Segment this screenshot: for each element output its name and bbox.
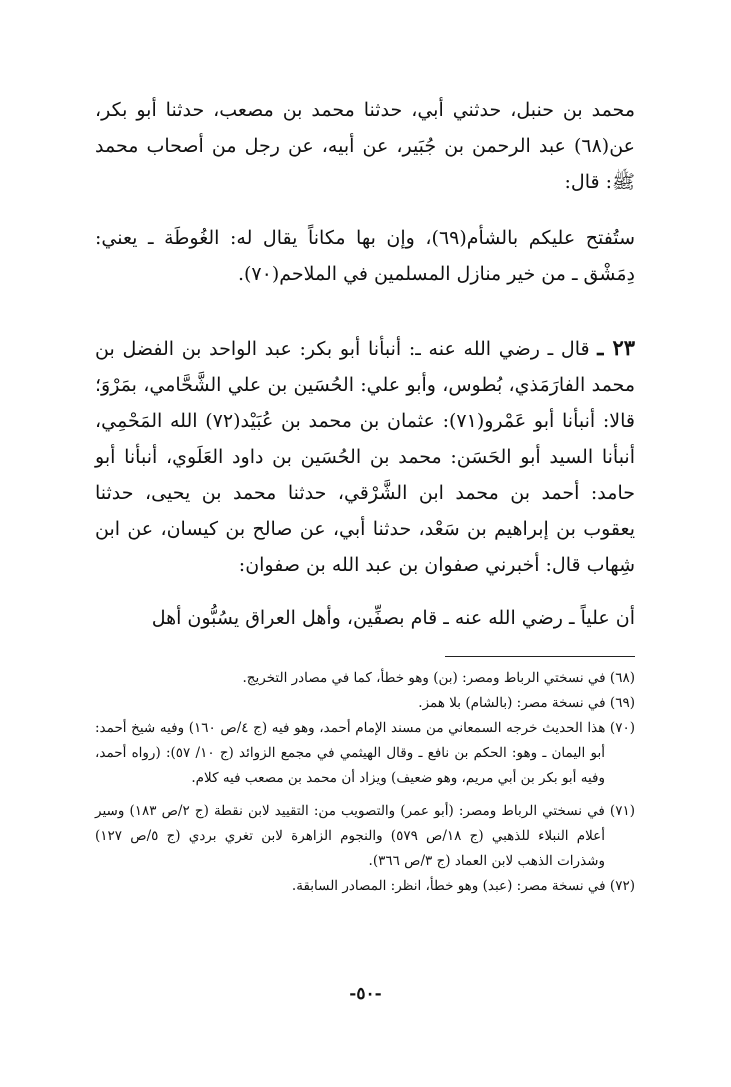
- footnote-72: (٧٢) في نسخة مصر: (عبد) وهو خطأ، انظر: المصادر السابقة.: [291, 878, 635, 894]
- hadith-number: ٢٣ ـ: [597, 335, 635, 360]
- footnote-separator: [445, 656, 635, 657]
- hadith-23-text: قال ـ رضي الله عنه ـ: أنبأنا أبو بكر: عبد الواحد بن الفضل بن محمد الفارَمَذي، بُطوس، وأبو علي: الحُسَين بن علي الشَّحَّامي، بمَرْوَ؛ قالا: أنبأنا أبو عَمْرو(٧١): عثمان بن محمد بن عُبَيْد(٧٢) الله المَحْمِي، أنبأنا السيد أبو الحَسَن: محمد بن الحُسَين بن داود العَلَوي، أنبأنا أبو حامد: أحمد بن محمد ابن الشَّرْقي، حدثنا محمد بن يحيى، حدثنا يعقوب بن إبراهيم بن سَعْد، حدثنا أبي، عن صالح بن كيسان، عن ابن شِهاب قال: أخبرني صفوان بن عبد الله بن صفوان:: [95, 338, 636, 576]
- footnotes: [95, 666, 635, 899]
- paragraph-hadith-ghouta: ستُفتح عليكم بالشأم(٦٩)، وإن بها مكاناً يقال له: الغُوطَة ـ يعني: دِمَشْق ـ من خير منازل المسلمين في الملاحم(٧٠).: [95, 227, 635, 285]
- paragraph-isnad-intro: محمد بن حنبل، حدثني أبي، حدثنا محمد بن مصعب، حدثنا أبو بكر، عن(٦٨) عبد الرحمن بن جُبَير، عن أبيه، عن رجل من أصحاب محمد ﷺ: قال:: [95, 99, 635, 193]
- footnote-70: (٧٠) هذا الحديث خرجه السمعاني من مسند الإمام أحمد، وهو فيه (ج ٤/ص ١٦٠) وفيه شيخ أحمد: أبو اليمان ـ وهو: الحكم بن نافع ـ وقال الهيثمي في مجمع الزوائد (ج ١٠/ ٥٧): (رواه أحمد، وفيه أبو بكر بن أبي مريم، وهو ضعيف) ويزاد أن محمد بن مصعب فيه كلام.: [95, 720, 635, 786]
- paragraph-hadith-23: [95, 330, 635, 583]
- footnote-69: (٦٩) في نسخة مصر: (بالشام) بلا همز.: [418, 695, 635, 711]
- paragraph-matn-siffin: أن علياً ـ رضي الله عنه ـ قام بصفِّين، وأهل العراق يسُبُّون أهل: [151, 607, 635, 629]
- footnote-71: (٧١) في نسختي الرباط ومصر: (أبو عمر) والتصويب من: التقييد لابن نقطة (ج ٢/ص ١٨٣) وسير أعلام النبلاء للذهبي (ج ١٨/ص ٥٧٩) والنجوم الزاهرة لابن تغري بردي (ج ٥/ص ١٢٧) وشذرات الذهب لابن العماد (ج ٣/ص ٣٦٦).: [95, 803, 635, 869]
- footnote-68: (٦٨) في نسختي الرباط ومصر: (بن) وهو خطأ، كما في مصادر التخريج.: [242, 670, 635, 686]
- page-number: -٥٠-: [349, 984, 382, 1004]
